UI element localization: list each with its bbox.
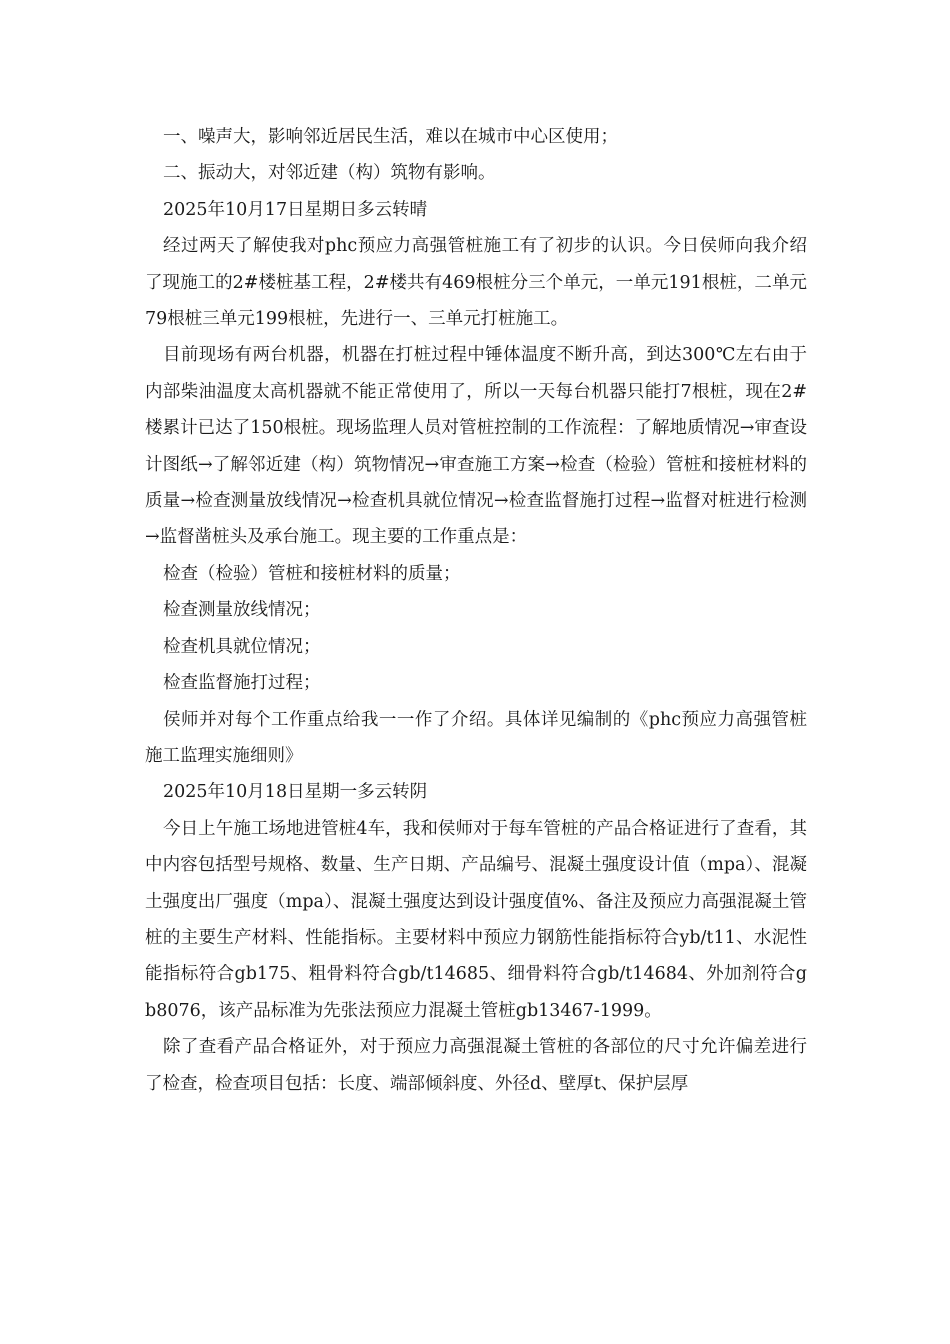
list-item-inspect-survey: 检查测量放线情况； [163, 600, 321, 621]
paragraph-dimension-check: 除了查看产品合格证外，对于预应力高强混凝土管桩的各部位的尺寸允许偏差进行了检查，检查项目包括：长度、端部倾斜度、外径d、壁厚t、保护层厚 [145, 1037, 807, 1094]
list-item-inspect-materials: 检查（检验）管桩和接桩材料的质量； [163, 563, 461, 584]
document-body [145, 119, 807, 1102]
diary-date-oct-18: 2025年10月18日星期一多云转阴 [163, 782, 428, 803]
list-item-inspect-driving: 检查监督施打过程； [163, 673, 321, 694]
diary-date-oct-17: 2025年10月17日星期日多云转晴 [163, 199, 428, 220]
paragraph-phc-intro: 经过两天了解使我对phc预应力高强管桩施工有了初步的认识。今日侯师向我介绍了现施工的2#楼桩基工程，2#楼共有469根桩分三个单元，一单元191根桩，二单元79根桩三单元199根桩，先进行一、三单元打桩施工。 [145, 236, 807, 330]
paragraph-detailed-rules: 侯师并对每个工作重点给我一一作了介绍。具体详见编制的《phc预应力高强管桩施工监理实施细则》 [145, 709, 807, 766]
paragraph-noise: 一、噪声大，影响邻近居民生活，难以在城市中心区使用； [163, 127, 618, 147]
list-item-inspect-equipment: 检查机具就位情况； [163, 636, 321, 657]
paragraph-vibration: 二、振动大，对邻近建（构）筑物有影响。 [163, 163, 496, 184]
paragraph-certificate-check: 今日上午施工场地进管桩4车，我和侯师对于每车管桩的产品合格证进行了查看，其中内容包括型号规格、数量、生产日期、产品编号、混凝土强度设计值（mpa）、混凝土强度出厂强度（mpa）、混凝土强度达到设计强度值%、备注及预应力高强混凝土管桩的主要生产材料、性能指标。主要材料中预应力钢筋性能指标符合yb/t11、水泥性能指标符合gb175、粗骨料符合gb/t14685、细骨料符合gb/t14684、外加剂符合gb8076，该产品标准为先张法预应力混凝土管桩gb13467-1999。 [145, 818, 807, 1021]
paragraph-machines-workflow: 目前现场有两台机器，机器在打桩过程中锤体温度不断升高，到达300℃左右由于内部柴油温度太高机器就不能正常使用了，所以一天每台机器只能打7根桩，现在2#楼累计已达了150根桩。现场监理人员对管桩控制的工作流程：了解地质情况→审查设计图纸→了解邻近建（构）筑物情况→审查施工方案→检查（检验）管桩和接桩材料的质量→检查测量放线情况→检查机具就位情况→检查监督施打过程→监督对桩进行检测→监督凿桩头及承台施工。现主要的工作重点是： [145, 345, 807, 548]
